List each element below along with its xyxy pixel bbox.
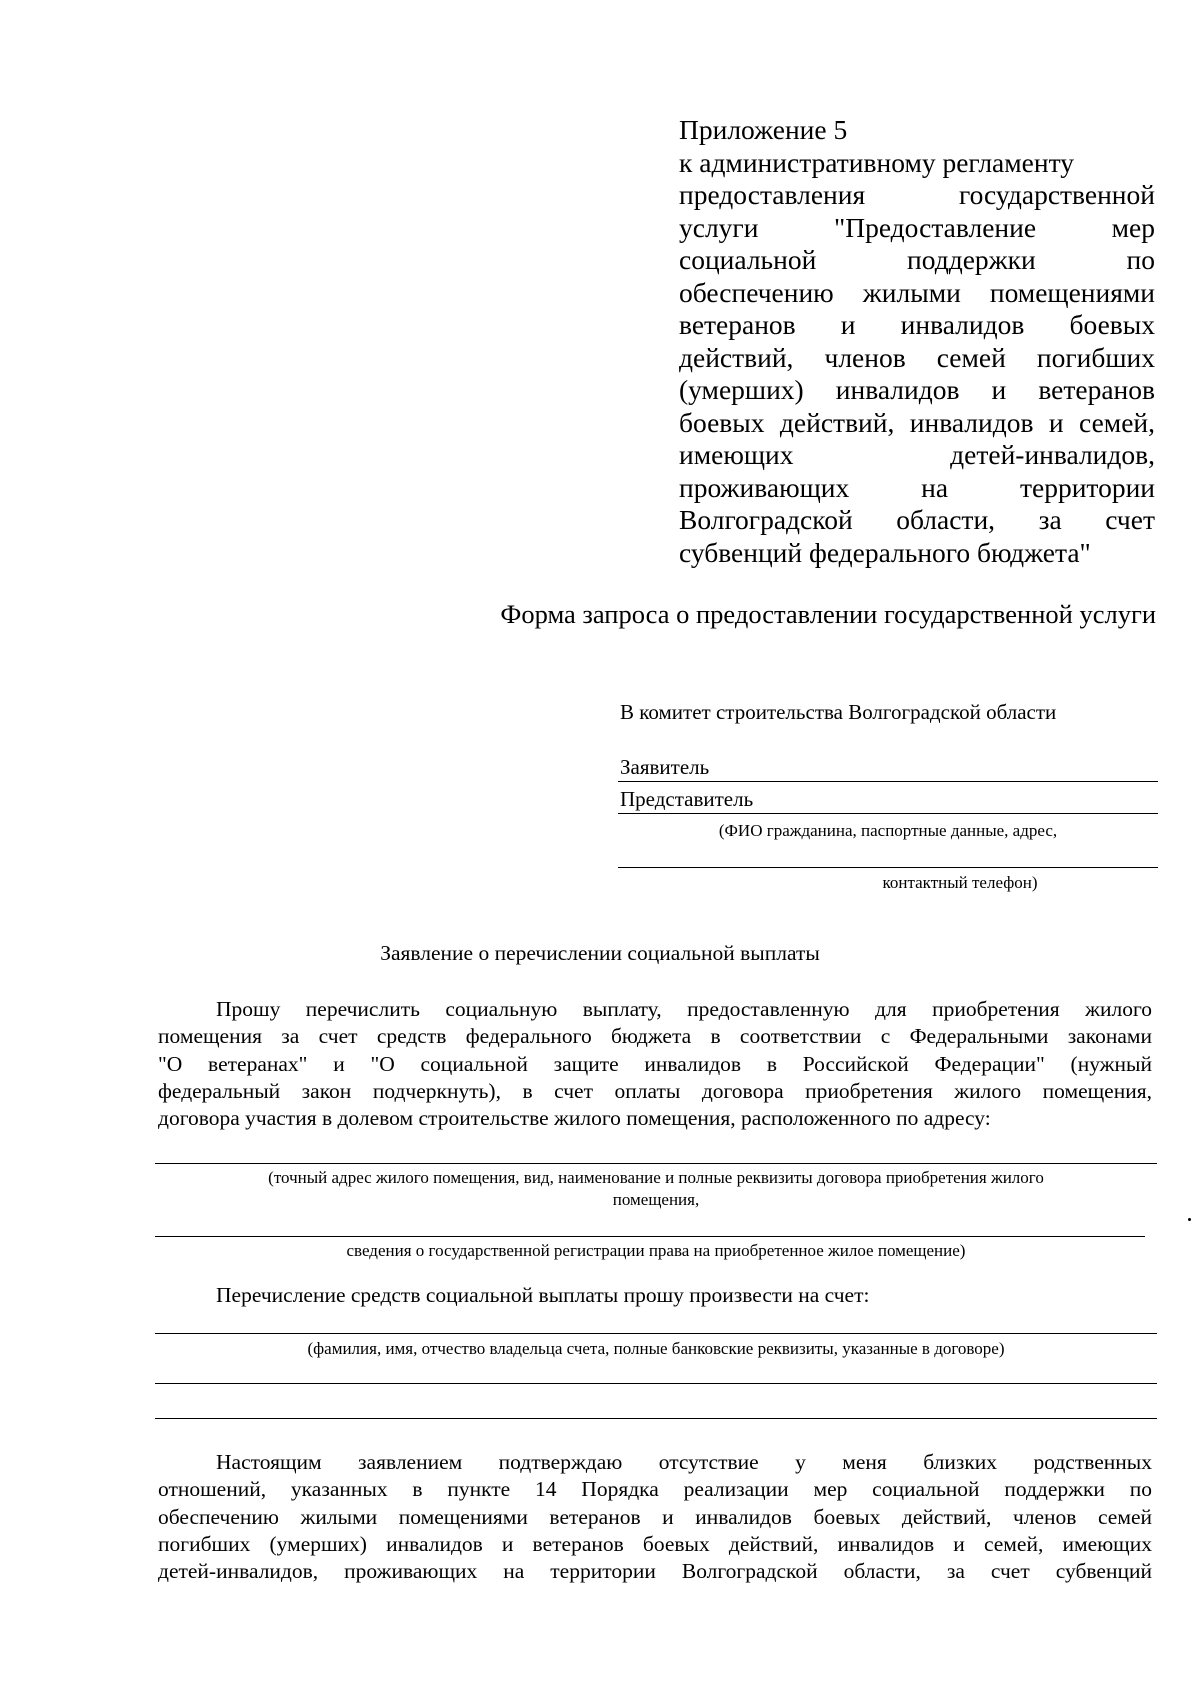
- contact-line: [618, 867, 1158, 868]
- account-line-3: [155, 1418, 1157, 1419]
- appendix-line: Волгоградской области, за счет: [679, 504, 1155, 535]
- registration-caption: сведения о государственной регистрации права на приобретенное жилое помещение): [346, 1241, 966, 1260]
- appendix-line: имеющих детей-инвалидов,: [679, 439, 1155, 470]
- appendix-line: боевых действий, инвалидов и семей,: [679, 406, 1155, 438]
- registration-line: [155, 1236, 1145, 1237]
- appendix-header: [679, 114, 1155, 569]
- appendix-line: Приложение 5: [679, 114, 848, 145]
- account-line-2: [155, 1383, 1157, 1384]
- paragraph-line: Настоящим заявлением подтверждаю отсутствие у меня близких родственных: [216, 1450, 1152, 1474]
- appendix-line: действий, членов семей погибших: [679, 341, 1155, 373]
- addressee-to: В комитет строительства Волгоградской области: [620, 700, 1057, 724]
- paragraph-line: обеспечению жилыми помещениями ветеранов и инвалидов боевых действий, членов семей: [158, 1504, 1152, 1529]
- paragraph-line: погибших (умерших) инвалидов и ветеранов боевых действий, инвалидов и семей, имеющих: [158, 1531, 1152, 1556]
- paragraph-line: федеральный закон подчеркнуть), в счет оплаты договора приобретения жилого помещения,: [158, 1078, 1152, 1103]
- paragraph-line: отношений, указанных в пункте 14 Порядка реализации мер социальной поддержки по: [158, 1477, 1152, 1502]
- paragraph-line: "О ветеранах" и "О социальной защите инвалидов в Российской Федерации" (нужный: [158, 1051, 1152, 1076]
- applicant-label: Заявитель: [620, 755, 710, 779]
- appendix-line: к административному регламенту: [679, 146, 1074, 178]
- paragraph-line: договора участия в долевом строительстве жилого помещения, расположенного по адресу:: [158, 1106, 991, 1131]
- confirmation-paragraph: [158, 1449, 1152, 1585]
- address-caption: (точный адрес жилого помещения, вид, наименование и полные реквизиты договора приобретения жилого: [268, 1168, 1044, 1187]
- appendix-line: проживающих на территории: [679, 471, 1155, 503]
- account-line: [155, 1333, 1157, 1334]
- representative-line: [618, 813, 1158, 814]
- appendix-line: (умерших) инвалидов и ветеранов: [679, 374, 1155, 405]
- account-caption: (фамилия, имя, отчество владельца счета, полные банковские реквизиты, указанные в договоре): [307, 1339, 1005, 1358]
- appendix-line: услуги "Предоставление мер: [679, 211, 1155, 243]
- appendix-line: ветеранов и инвалидов боевых: [679, 309, 1155, 340]
- appendix-line: субвенций федерального бюджета": [679, 536, 1091, 568]
- paragraph-line: помещения за счет средств федерального бюджета в соответствии с Федеральными законами: [158, 1024, 1152, 1049]
- contact-caption: контактный телефон): [882, 873, 1038, 892]
- account-paragraph: [158, 1282, 1152, 1309]
- address-caption: помещения,: [612, 1190, 700, 1209]
- representative-label: Представитель: [620, 787, 754, 811]
- appendix-line: социальной поддержки по: [679, 244, 1155, 275]
- addressee-caption: (ФИО гражданина, паспортные данные, адрес,: [718, 821, 1058, 840]
- applicant-line: [618, 781, 1158, 782]
- request-paragraph: [158, 996, 1152, 1132]
- address-line: [155, 1163, 1157, 1164]
- appendix-line: предоставления государственной: [679, 179, 1155, 210]
- form-title: Форма запроса о предоставлении государственной услуги: [500, 599, 1156, 629]
- paragraph-line: Перечисление средств социальной выплаты прошу произвести на счет:: [216, 1283, 870, 1307]
- stray-mark: [1188, 1218, 1191, 1221]
- paragraph-line: Прошу перечислить социальную выплату, предоставленную для приобретения жилого: [216, 997, 1152, 1021]
- appendix-line: обеспечению жилыми помещениями: [679, 276, 1155, 308]
- statement-title: Заявление о перечислении социальной выплаты: [380, 941, 820, 965]
- paragraph-line: детей-инвалидов, проживающих на территории Волгоградской области, за счет субвенций: [158, 1559, 1152, 1584]
